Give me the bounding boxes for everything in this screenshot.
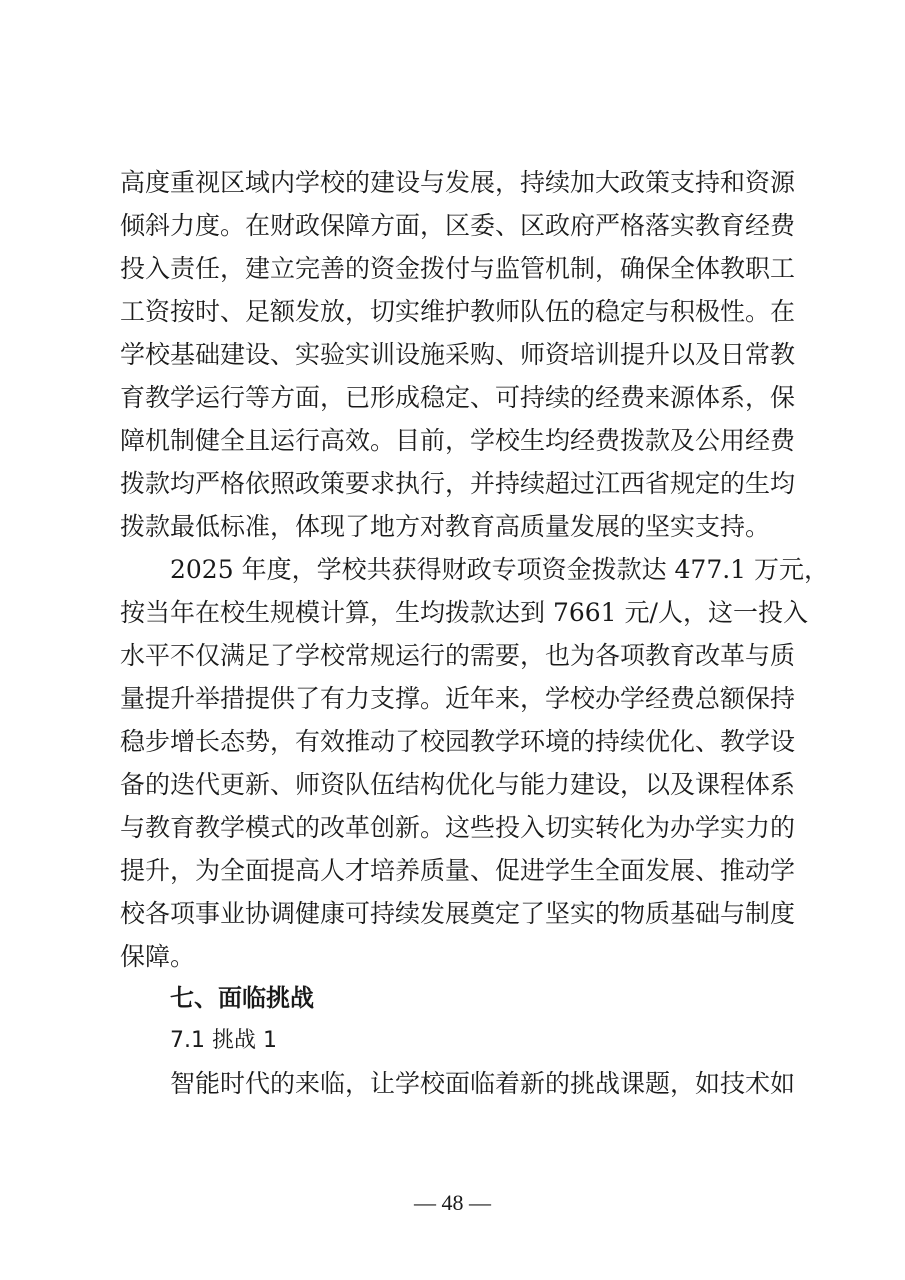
paragraph-2-line: 2025 年度，学校共获得财政专项资金拨款达 477.1 万元，	[170, 555, 830, 584]
paragraph-2-line: 备的迭代更新、师资队伍结构优化与能力建设，以及课程体系	[120, 770, 796, 799]
paragraph-2-line: 提升，为全面提高人才培养质量、促进学生全面发展、推动学	[120, 856, 796, 885]
paragraph-2-line: 按当年在校生规模计算，生均拨款达到 7661 元/人，这一投入	[120, 598, 808, 627]
paragraph-1-line: 投入责任，建立完善的资金拨付与监管机制，确保全体教职工	[120, 254, 796, 283]
subsection-heading: 7.1 挑战 1	[170, 1028, 277, 1053]
paragraph-1-line: 障机制健全且运行高效。目前，学校生均经费拨款及公用经费	[120, 426, 796, 455]
paragraph-1-line: 高度重视区域内学校的建设与发展，持续加大政策支持和资源	[120, 168, 796, 197]
page-number: — 48 —	[414, 1190, 491, 1215]
paragraph-1-line: 拨款均严格依照政策要求执行，并持续超过江西省规定的生均	[120, 469, 796, 498]
paragraph-2-line: 稳步增长态势，有效推动了校园教学环境的持续优化、教学设	[120, 727, 796, 756]
section-heading: 七、面临挑战	[170, 984, 314, 1012]
paragraph-1-line: 学校基础建设、实验实训设施采购、师资培训提升以及日常教	[120, 340, 796, 369]
paragraph-2-line: 保障。	[120, 942, 196, 971]
paragraph-1-line: 拨款最低标准，体现了地方对教育高质量发展的坚实支持。	[120, 512, 771, 541]
paragraph-1-line: 倾斜力度。在财政保障方面，区委、区政府严格落实教育经费	[120, 211, 796, 240]
paragraph-2-line: 量提升举措提供了有力支撑。近年来，学校办学经费总额保持	[120, 684, 796, 713]
paragraph-1-line: 育教学运行等方面，已形成稳定、可持续的经费来源体系，保	[120, 383, 796, 412]
paragraph-2-line: 水平不仅满足了学校常规运行的需要，也为各项教育改革与质	[120, 641, 796, 670]
paragraph-2-line: 校各项事业协调健康可持续发展奠定了坚实的物质基础与制度	[120, 899, 796, 928]
paragraph-3-line: 智能时代的来临，让学校面临着新的挑战课题，如技术如	[170, 1069, 796, 1098]
paragraph-1-line: 工资按时、足额发放，切实维护教师队伍的稳定与积极性。在	[120, 297, 796, 326]
paragraph-2-line: 与教育教学模式的改革创新。这些投入切实转化为办学实力的	[120, 813, 796, 842]
